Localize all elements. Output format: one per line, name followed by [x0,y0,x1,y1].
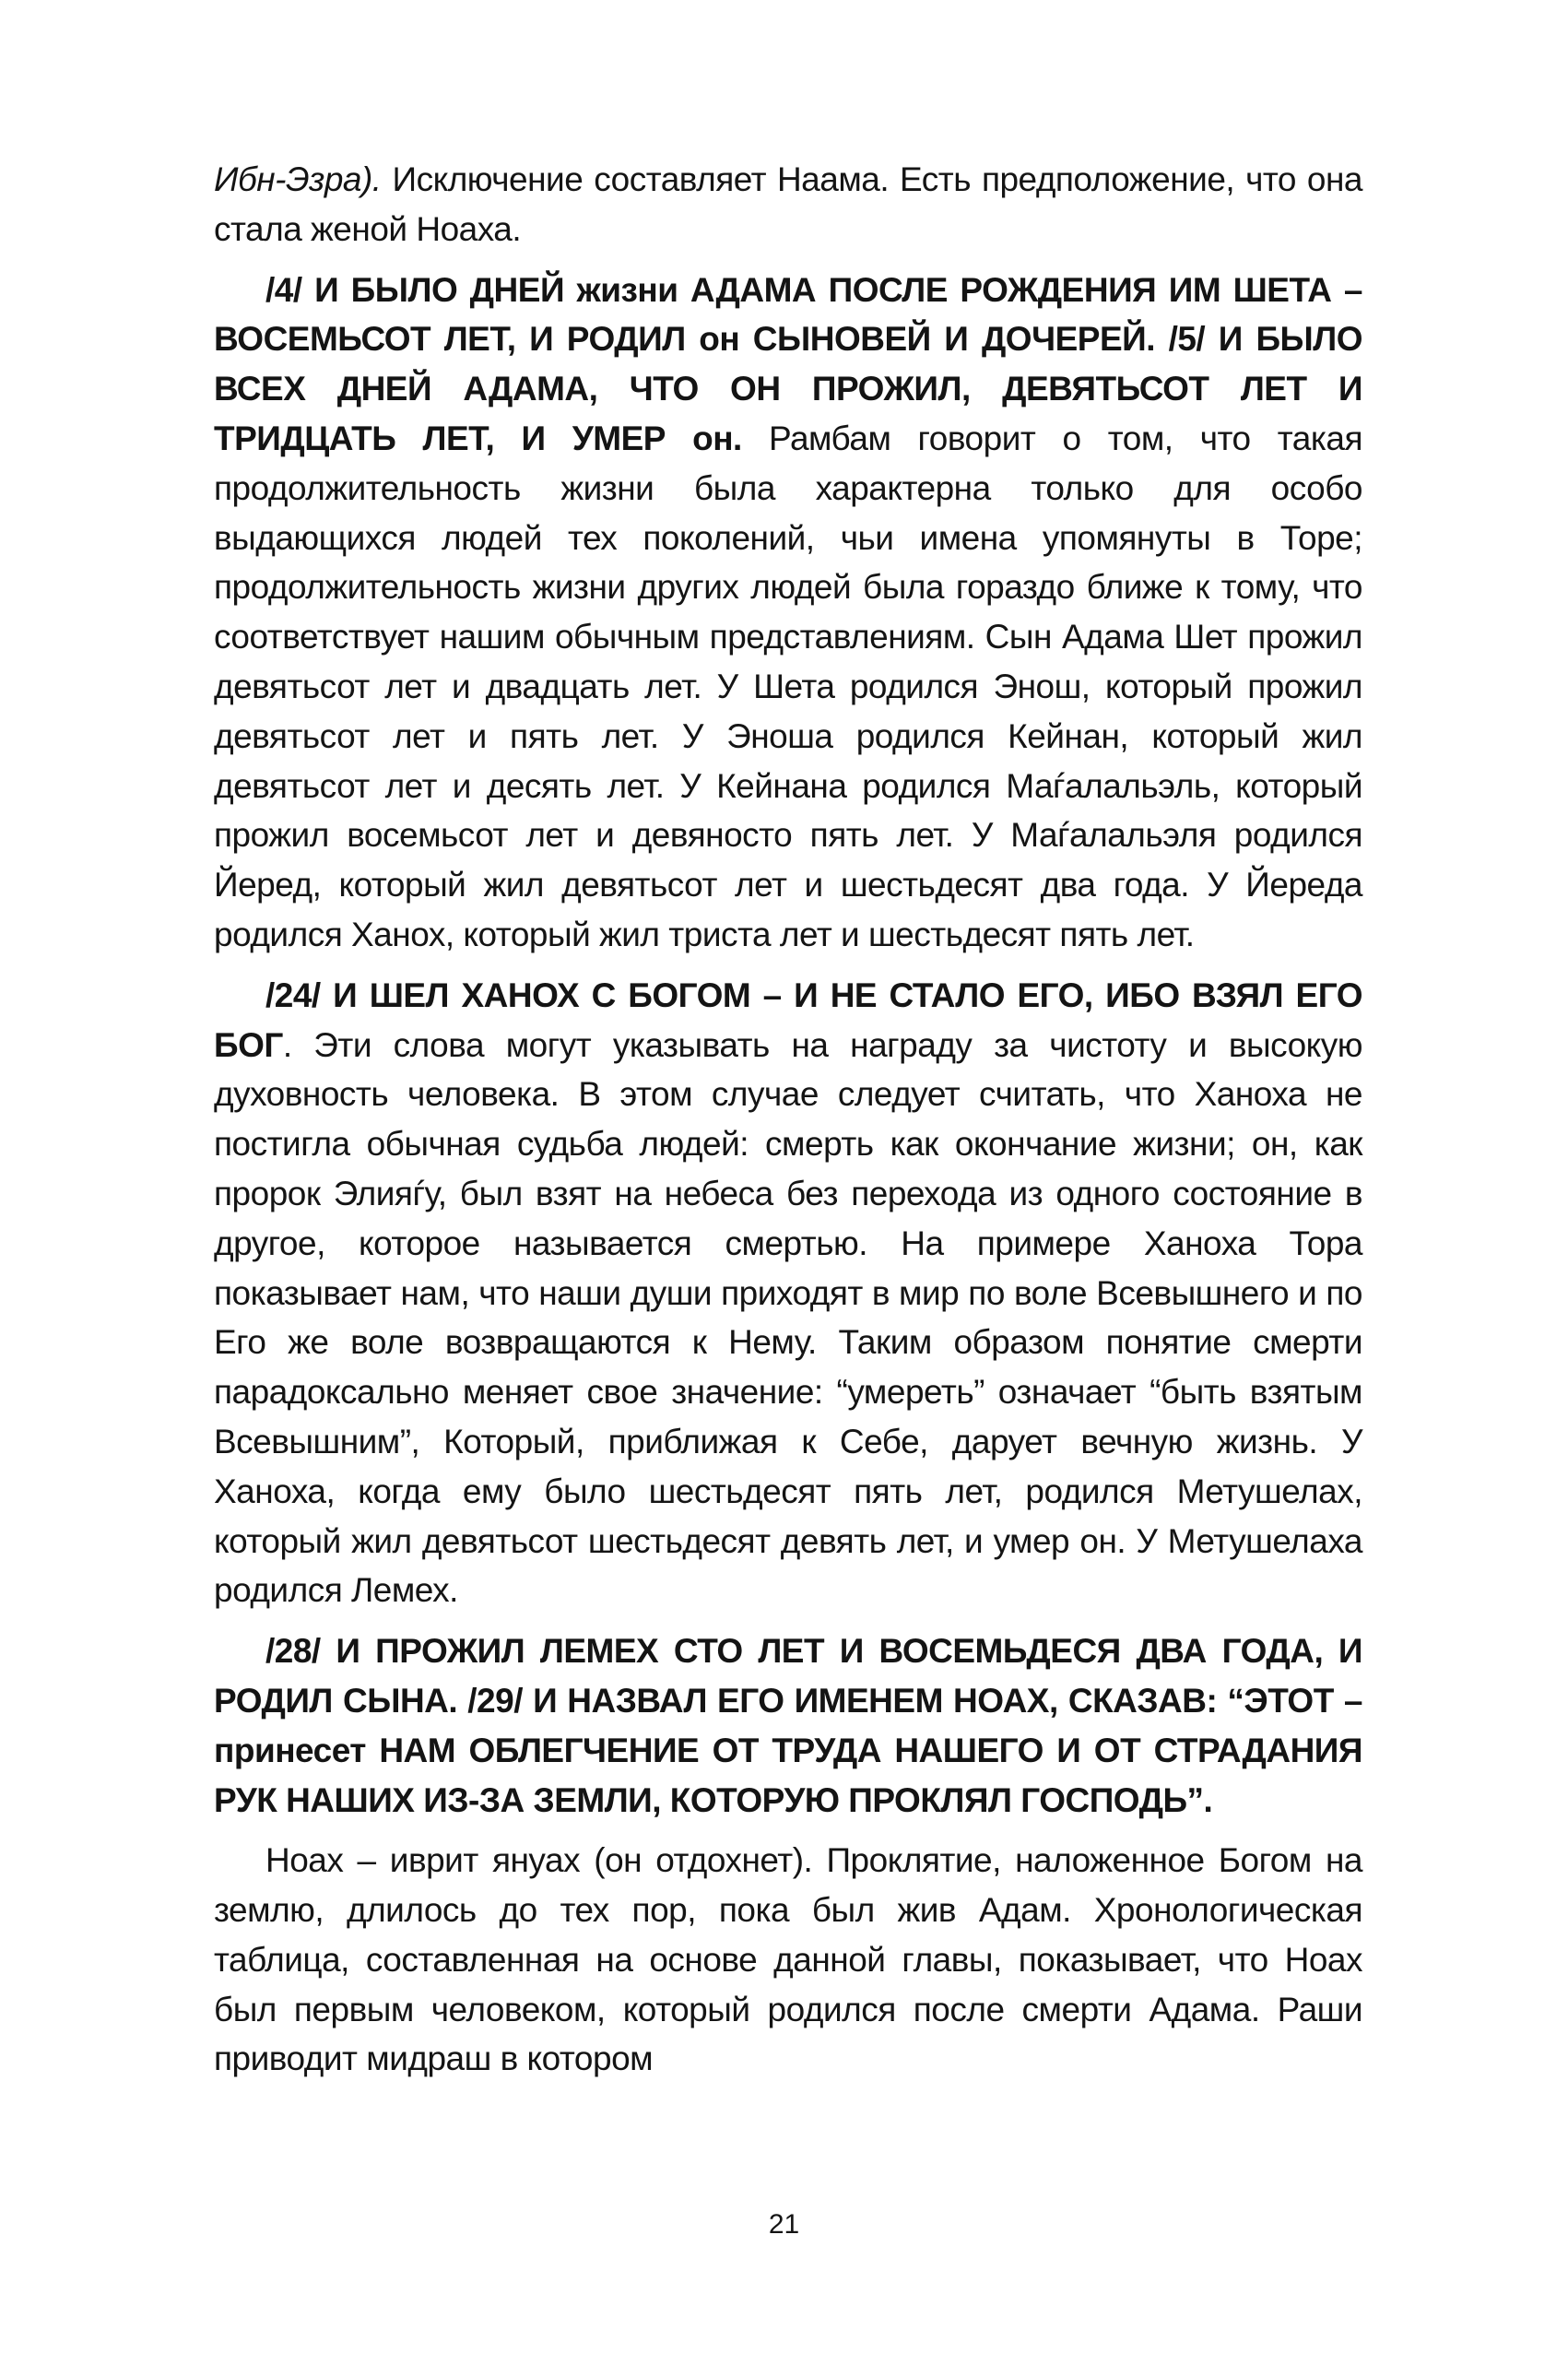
paragraph-text: Исключение составляет Наама. Есть предположение, что она стала женой Ноаха. [214,160,1362,248]
verse-heading-inserted-word: он. [692,419,742,457]
commentary-text: . Эти слова могут указывать на награду за чистоту и высокую духовность человека. В этом случае следует считать, что Ханоха не постигла обычная судьба людей: смерть как окончание жизни; он, как пророк Элияѓу, был взят на небеса без перехода из одного состояние в другое, которое называется смертью. На примере Ханоха Тора показывает нам, что наши души приходят в мир по воле Всевышнего и по Его же воле возвращаются к Нему. Таким образом понятие смерти парадоксально меняет свое значение: “умереть” означает “быть взятым Всевышним”, Который, приближая к Себе, дарует вечную жизнь. У Ханоха, когда ему было шестьдесят пять лет, родился Метушелах, который жил девятьсот шестьдесят девять лет, и умер он. У Метушелаха родился Лемех. [214,1025,1362,1610]
verse-heading: СЫНОВЕЙ И ДОЧЕРЕЙ. /5/ И БЫЛО ВСЕХ ДНЕЙ АДАМА, ЧТО ОН ПРОЖИЛ, ДЕВЯТЬСОТ ЛЕТ И ТРИДЦАТЬ ЛЕТ, И УМЕР [214,320,1362,457]
italic-reference: Ибн-Эзра). [214,160,382,198]
verse-heading: АДАМА ПОСЛЕ РОЖДЕНИЯ ИМ ШЕТА – ВОСЕМЬСОТ ЛЕТ, И РОДИЛ [214,270,1362,359]
paragraph-3 [214,971,1362,1615]
paragraph-1 [214,155,1362,254]
verse-heading-inserted-word: жизни [576,270,678,309]
verse-heading: /28/ И ПРОЖИЛ ЛЕМЕХ СТО ЛЕТ И ВОСЕМЬДЕСЯ ДВА ГОДА, И РОДИЛ СЫНА. /29/ И НАЗВАЛ ЕГО ИМЕНЕМ НОАХ, СКАЗАВ: “ЭТОТ – [214,1632,1362,1720]
commentary-text: Ноах – иврит януах (он отдохнет). Проклятие, наложенное Богом на землю, длилось до тех пор, пока был жив Адам. Хронологическая таблица, составленная на основе данной главы, показывает, что Ноах был первым человеком, который родился после смерти Адама. Раши приводит мидраш в котором [214,1841,1362,2078]
paragraph-5 [214,1836,1362,2084]
page-body [214,155,1362,2095]
verse-heading-inserted-word: он [699,320,740,359]
verse-heading-inserted-word: принесет [214,1731,366,1769]
page-number: 21 [768,2209,800,2240]
paragraph-2 [214,266,1362,960]
verse-heading: /4/ И БЫЛО ДНЕЙ [265,270,577,309]
commentary-text: Рамбам говорит о том, что такая продолжительность жизни была характерна только для особо выдающихся людей тех поколений, чьи имена упомянуты в Торе; продолжительность жизни других людей была гораздо ближе к тому, что соответствует нашим обычным представлениям. Сын Адама Шет прожил девятьсот лет и двадцать лет. У Шета родился Энош, который прожил девятьсот лет и пять лет. У Эноша родился Кейнан, который жил девятьсот лет и десять лет. У Кейнана родился Маѓалальэль, который прожил восемьсот лет и девяносто пять лет. У Маѓалальэля родился Йеред, который жил девятьсот лет и шестьдесят два года. У Йереда родился Ханох, который жил триста лет и шестьдесят пять лет. [214,419,1362,953]
paragraph-4 [214,1626,1362,1825]
verse-heading: НАМ ОБЛЕГЧЕНИЕ ОТ ТРУДА НАШЕГО И ОТ СТРАДАНИЯ РУК НАШИХ ИЗ-ЗА ЗЕМЛИ, КОТОРУЮ ПРОКЛЯЛ ГОСПОДЬ”. [214,1731,1362,1819]
verse-heading: /24/ И ШЕЛ ХАНОХ С БОГОМ – И НЕ СТАЛО ЕГО, ИБО ВЗЯЛ ЕГО БОГ [214,975,1362,1064]
